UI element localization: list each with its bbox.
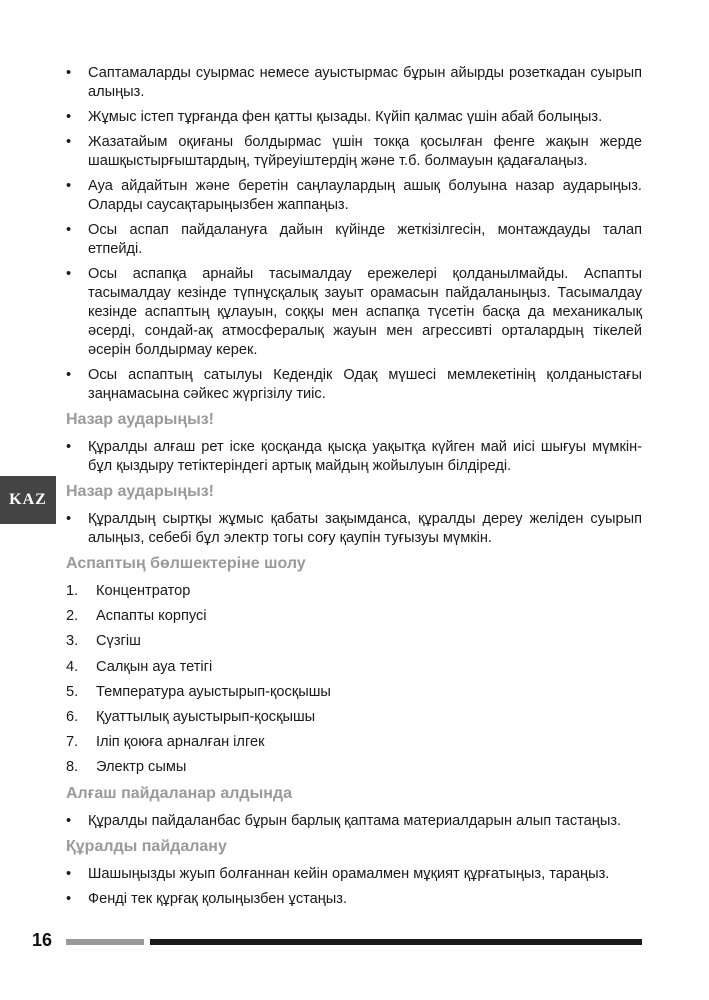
item-number: 7. (66, 734, 79, 751)
before-use-heading: Алғаш пайдаланар алдында (66, 784, 292, 802)
item-label: Сүзгіш (96, 633, 141, 650)
item-number: 5. (66, 683, 79, 700)
item-label: Салқын ауа тетігі (96, 658, 213, 675)
parts-list-item (66, 607, 642, 626)
item-number: 6. (66, 708, 79, 725)
usage-bullet-list (66, 865, 642, 909)
item-label: Концентратор (96, 583, 191, 599)
item-number: 2. (66, 608, 79, 625)
list-item: • Жұмыс істеп тұрғанда фен қатты қызады. Күйіп қалмас үшін абай болыңыз. (66, 108, 642, 127)
item-label: Температура ауыстырып-қосқышы (96, 683, 331, 700)
attention-heading-2: Назар аударыңыз! (66, 483, 215, 500)
parts-list-item (66, 658, 642, 677)
intro-bullet-list (66, 64, 642, 404)
list-item: • Осы аспапқа арнайы тасымалдау ережелері қолданылмайды. Аспапты тасымалдау кезінде түпнұсқалық зауыт орамасын пайдаланыңыз. Тасымалдау кезінде аспаптың құлауын, соққы мен аспапқа түсетін басқа да механикалық әсерді, сондай-ақ атмосфералық жауын мен агрессивті орталардың тікелей әсерін болдырмау керек. (66, 265, 642, 360)
language-tab: KAZ (0, 476, 56, 524)
attention-bullet-list (66, 438, 642, 476)
parts-list-item (66, 632, 642, 651)
page-content (66, 64, 642, 915)
parts-heading: Аспаптың бөлшектеріне шолу (66, 555, 306, 572)
page-number: 16 (32, 930, 53, 950)
list-item: • Құралдың сыртқы жұмыс қабаты зақымданса, құралды дереу желіден суырып алыңыз, себебі бұл электр тогы соғу қаупін туғызуы мүмкін. (66, 510, 642, 548)
item-number: 3. (66, 633, 79, 650)
item-number: 1. (66, 583, 79, 599)
item-label: Аспапты корпусі (96, 608, 207, 625)
list-item: • Осы аспаптың сатылуы Кедендік Одақ мүшесі мемлекетінің қолданыстағы заңнамасына сәйкес жүргізілу тиіс. (66, 366, 642, 404)
list-item: • Осы аспап пайдалануға дайын күйінде жеткізілгесін, монтаждауды талап етпейді. (66, 221, 642, 259)
item-label: Электр сымы (96, 759, 187, 776)
attention-bullet-list-2 (66, 510, 642, 548)
parts-list-item (66, 708, 642, 727)
parts-list-item (66, 683, 642, 702)
list-item: • Жазатайым оқиғаны болдырмас үшін токқа қосылған фенге жақын жерде шашқыстырғыштардың, түйреуіштердің және т.б. болмауын қадағалаңыз. (66, 133, 642, 171)
attention-heading: Назар аударыңыз! (66, 411, 215, 428)
list-item: • Фенді тек құрғақ қолыңызбен ұстаңыз. (66, 890, 642, 909)
parts-list (66, 582, 642, 777)
parts-list-item (66, 582, 642, 601)
item-number: 4. (66, 658, 79, 675)
item-label: Іліп қоюға арналған ілгек (96, 734, 265, 751)
list-item: • Ауа айдайтын және беретін саңлаулардың ашық болуына назар аударыңыз. Оларды саусақтарыңызбен жаппаңыз. (66, 177, 642, 215)
footer-rule-black (150, 939, 642, 945)
before-use-bullet-list (66, 812, 642, 831)
footer-rule-gray (66, 939, 144, 945)
parts-list-item (66, 733, 642, 752)
usage-heading: Құралды пайдалану (66, 837, 227, 855)
list-item: • Шашыңызды жуып болғаннан кейін орамалмен мұқият құрғатыңыз, тараңыз. (66, 865, 642, 884)
item-number: 8. (66, 759, 79, 776)
item-label: Қуаттылық ауыстырып-қосқышы (96, 708, 316, 725)
list-item: • Құралды пайдаланбас бұрын барлық қаптама материалдарын алып тастаңыз. (66, 812, 642, 831)
list-item: • Құралды алғаш рет іске қосқанда қысқа уақытқа күйген май иісі шығуы мүмкін- бұл қыздыру тетіктеріндегі артық майдың жойылуын білдіреді. (66, 438, 642, 476)
parts-list-item (66, 758, 642, 777)
list-item: • Саптамаларды суырмас немесе ауыстырмас бұрын айырды розеткадан суырып алыңыз. (66, 64, 642, 102)
